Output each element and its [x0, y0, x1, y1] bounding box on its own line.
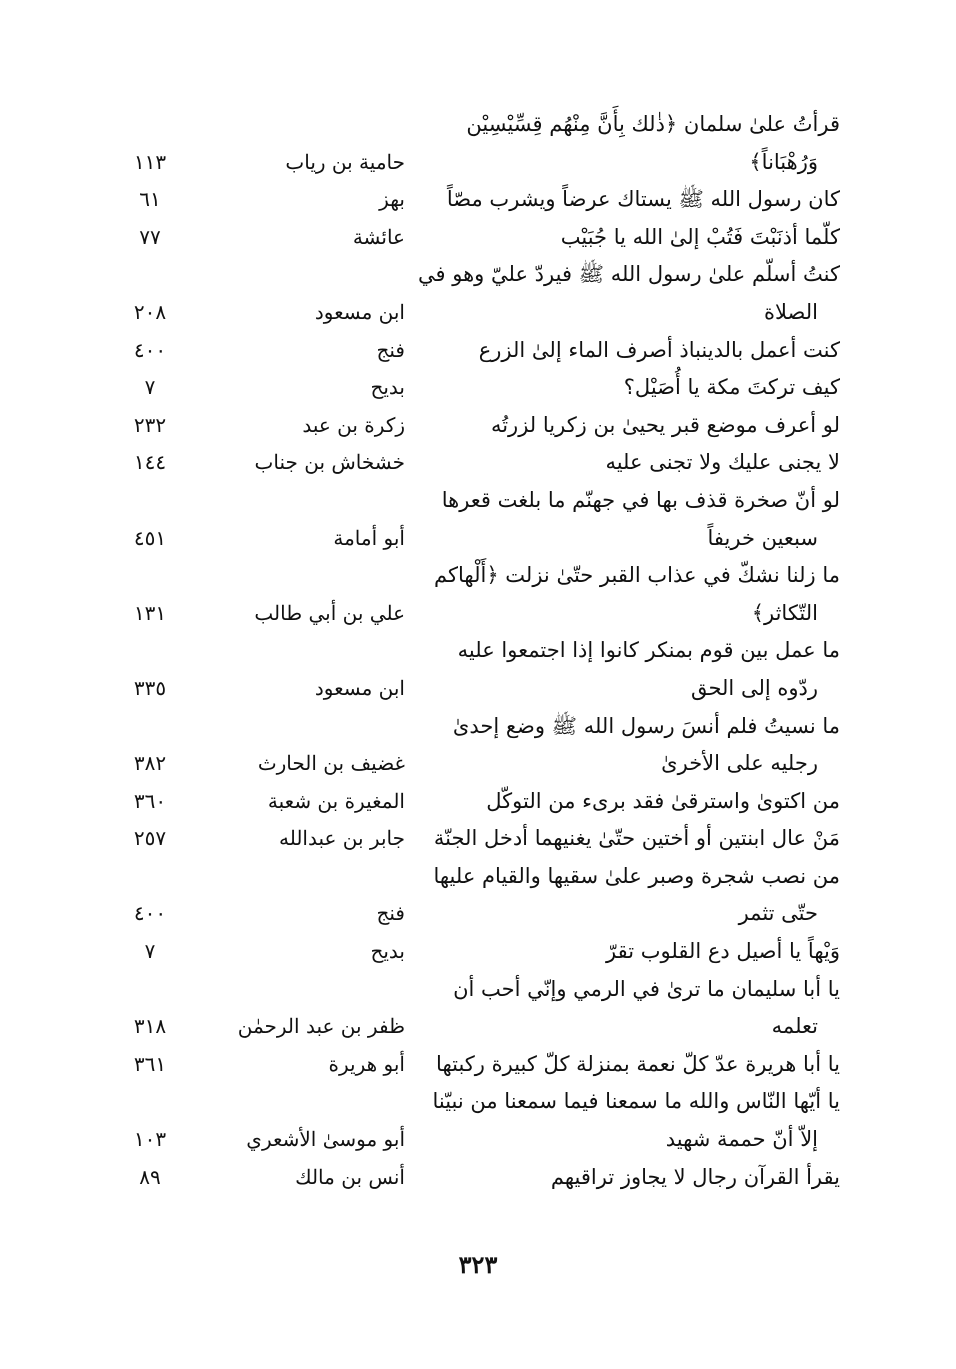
entry-line — [100, 1083, 840, 1121]
page-reference: ٧٧ — [139, 224, 161, 249]
entry-line — [100, 820, 840, 858]
hadith-phrase: لو أنّ صخرة قذف بها في جهنّم ما بلغت قعرها — [441, 487, 840, 512]
entry-line — [100, 1008, 840, 1046]
entry-line — [100, 783, 840, 821]
page-reference: ٦١ — [139, 187, 161, 212]
entry-line — [100, 1159, 840, 1197]
entry-line — [100, 933, 840, 971]
index-entry — [100, 181, 840, 219]
index-entry — [100, 219, 840, 257]
narrator-name: فنج — [376, 337, 405, 362]
hadith-phrase: كنت أعمل بالدينباذ أصرف الماء إلىٰ الزرع — [478, 337, 840, 362]
index-entry — [100, 783, 840, 821]
narrator-name: ابن مسعود — [314, 675, 405, 700]
entry-line — [100, 1046, 840, 1084]
entry-line — [100, 444, 840, 482]
page-reference: ١٤٤ — [133, 450, 167, 475]
index-entry — [100, 444, 840, 482]
index-entry — [100, 971, 840, 1046]
page-reference: ٣٣٥ — [133, 675, 167, 700]
entry-line — [100, 858, 840, 896]
hadith-phrase: لو أعرف موضع قبر يحيىٰ بن زكريا لزرتُه — [490, 412, 840, 437]
entry-line — [100, 144, 840, 182]
page-reference: ٤٠٠ — [133, 901, 167, 926]
page-reference: ٢٠٨ — [133, 299, 167, 324]
narrator-name: ابن مسعود — [314, 299, 405, 324]
page-reference: ٢٣٢ — [133, 412, 167, 437]
index-entry — [100, 106, 840, 181]
narrator-name: أنس بن مالك — [295, 1164, 405, 1189]
page-reference: ٢٥٧ — [133, 826, 167, 851]
hadith-phrase: يا أبا سليمان ما ترىٰ في الرمي وإنّي أحب أن — [453, 976, 840, 1001]
index-entry — [100, 256, 840, 331]
hadith-phrase: وَرُهْبَاناً﴾ — [749, 149, 818, 174]
page-reference: ٨٩ — [139, 1164, 161, 1189]
entry-line — [100, 369, 840, 407]
index-entry — [100, 820, 840, 858]
page-reference: ١١٣ — [133, 149, 167, 174]
entry-line — [100, 181, 840, 219]
hadith-phrase: لا يجنى عليك ولا تجنى عليه — [605, 450, 840, 475]
entry-line — [100, 482, 840, 520]
hadith-phrase: سبعين خريفاً — [707, 525, 818, 550]
index-entry — [100, 933, 840, 971]
narrator-name: بديح — [370, 375, 405, 400]
entry-line — [100, 595, 840, 633]
hadith-phrase: كان رسول الله ﷺ يستاك عرضاً ويشرب مصّاً — [446, 187, 840, 212]
narrator-name: بديح — [370, 939, 405, 964]
entry-line — [100, 106, 840, 144]
entry-line — [100, 294, 840, 332]
hadith-phrase: من اكتوىٰ واسترقىٰ فقد برىء من التوكّل — [486, 788, 840, 813]
entry-line — [100, 332, 840, 370]
page-reference: ٧ — [144, 375, 156, 400]
narrator-name: خشخاش بن جناب — [254, 450, 405, 475]
page-reference: ٧ — [144, 939, 156, 964]
hadith-phrase: كلّما أذنَبْتَ فَتُبْ إلىٰ الله يا جُبَيْب — [560, 224, 840, 249]
page-reference: ٣٨٢ — [133, 751, 167, 776]
narrator-name: جابر بن عبدالله — [278, 826, 405, 851]
hadith-phrase: التّكاثر﴾ — [751, 600, 818, 625]
hadith-phrase: كيف تركتَ مكة يا أُصَيْل؟ — [623, 375, 840, 400]
hadith-phrase: ما عمل بين قوم بمنكر كانوا إذا اجتمعوا عليه — [457, 638, 840, 663]
index-entry — [100, 482, 840, 557]
hadith-phrase: يا أيّها النّاس والله ما سمعنا فيما سمعنا من نبيّنا — [432, 1089, 840, 1114]
page-reference: ١٣١ — [133, 600, 167, 625]
hadith-phrase: ما زلنا نشكّ في عذاب القبر حتّىٰ نزلت ﴿أَلْهاكم — [434, 563, 840, 588]
narrator-name: علي بن أبي طالب — [254, 600, 405, 625]
index-entry — [100, 1046, 840, 1084]
hadith-phrase: مَنْ عال ابنتين أو أختين حتّىٰ يغنيهما أدخل الجنّة — [433, 826, 840, 851]
narrator-name: فنج — [376, 901, 405, 926]
narrator-name: عائشة — [352, 224, 405, 249]
hadith-phrase: وَيْهاً يا أصيل دع القلوب تقرّ — [606, 939, 840, 964]
narrator-name: حامية بن رياب — [285, 149, 405, 174]
hadith-phrase: حتّى تثمر — [738, 901, 818, 926]
entry-line — [100, 256, 840, 294]
page-reference: ٣٦٠ — [133, 788, 167, 813]
hadith-phrase: تعلمه — [771, 1014, 818, 1039]
narrator-name: أبو أمامة — [333, 525, 405, 550]
index-entry — [100, 407, 840, 445]
index-entry — [100, 1083, 840, 1158]
hadith-phrase: ردّوه إلى الحق — [690, 675, 818, 700]
entry-line — [100, 895, 840, 933]
hadith-phrase: كنتُ أسلّم علىٰ رسول الله ﷺ فيردّ عليّ وهو في — [418, 262, 840, 287]
entry-line — [100, 632, 840, 670]
hadith-phrase: إلاّ أنّ حممة شهيد — [665, 1127, 818, 1152]
index-entry — [100, 332, 840, 370]
narrator-name: بهز — [379, 187, 405, 212]
page-reference: ١٠٣ — [133, 1127, 167, 1152]
hadith-phrase: رجليه على الأخرىٰ — [661, 751, 818, 776]
entry-line — [100, 219, 840, 257]
entry-line — [100, 1121, 840, 1159]
entry-line — [100, 557, 840, 595]
page-reference: ٤٠٠ — [133, 337, 167, 362]
index-entry — [100, 858, 840, 933]
hadith-phrase: ما نسيتُ فلم أنسَ رسول الله ﷺ وضع إحدىٰ — [452, 713, 840, 738]
narrator-name: ظفر بن عبد الرحمٰن — [237, 1014, 405, 1039]
page-reference: ٣٦١ — [133, 1051, 167, 1076]
index-entry — [100, 632, 840, 707]
narrator-name: المغيرة بن شعبة — [267, 788, 405, 813]
page-reference: ٤٥١ — [133, 525, 167, 550]
entry-line — [100, 971, 840, 1009]
index-entry — [100, 708, 840, 783]
page-number: ٣٢٣ — [458, 1250, 498, 1279]
page-reference: ٣١٨ — [133, 1014, 167, 1039]
hadith-phrase: الصلاة — [764, 299, 818, 324]
narrator-name: أبو هريرة — [328, 1051, 405, 1076]
hadith-phrase: يا أبا هريرة عدّ كلّ نعمة بمنزلة كلّ كبيرة ركبتها — [436, 1051, 840, 1076]
narrator-name: زكرة بن عبد — [302, 412, 405, 437]
hadith-index-list — [100, 106, 840, 1196]
hadith-phrase: قرأتُ علىٰ سلمان ﴿ذٰلك بِأَنَّ مِنْهُم قِسِّيْسِيْن — [466, 112, 840, 136]
hadith-phrase: من نصب شجرة وصبر علىٰ سقيها والقيام عليها — [433, 863, 840, 888]
narrator-name: أبو موسىٰ الأشعري — [246, 1127, 405, 1152]
entry-line — [100, 520, 840, 558]
entry-line — [100, 670, 840, 708]
index-entry — [100, 369, 840, 407]
narrator-name: غضيف بن الحارث — [257, 751, 405, 776]
entry-line — [100, 407, 840, 445]
index-entry — [100, 557, 840, 632]
entry-line — [100, 745, 840, 783]
index-entry — [100, 1159, 840, 1197]
hadith-phrase: يقرأ القرآن رجال لا يجاوز تراقيهم — [550, 1164, 840, 1189]
entry-line — [100, 708, 840, 746]
